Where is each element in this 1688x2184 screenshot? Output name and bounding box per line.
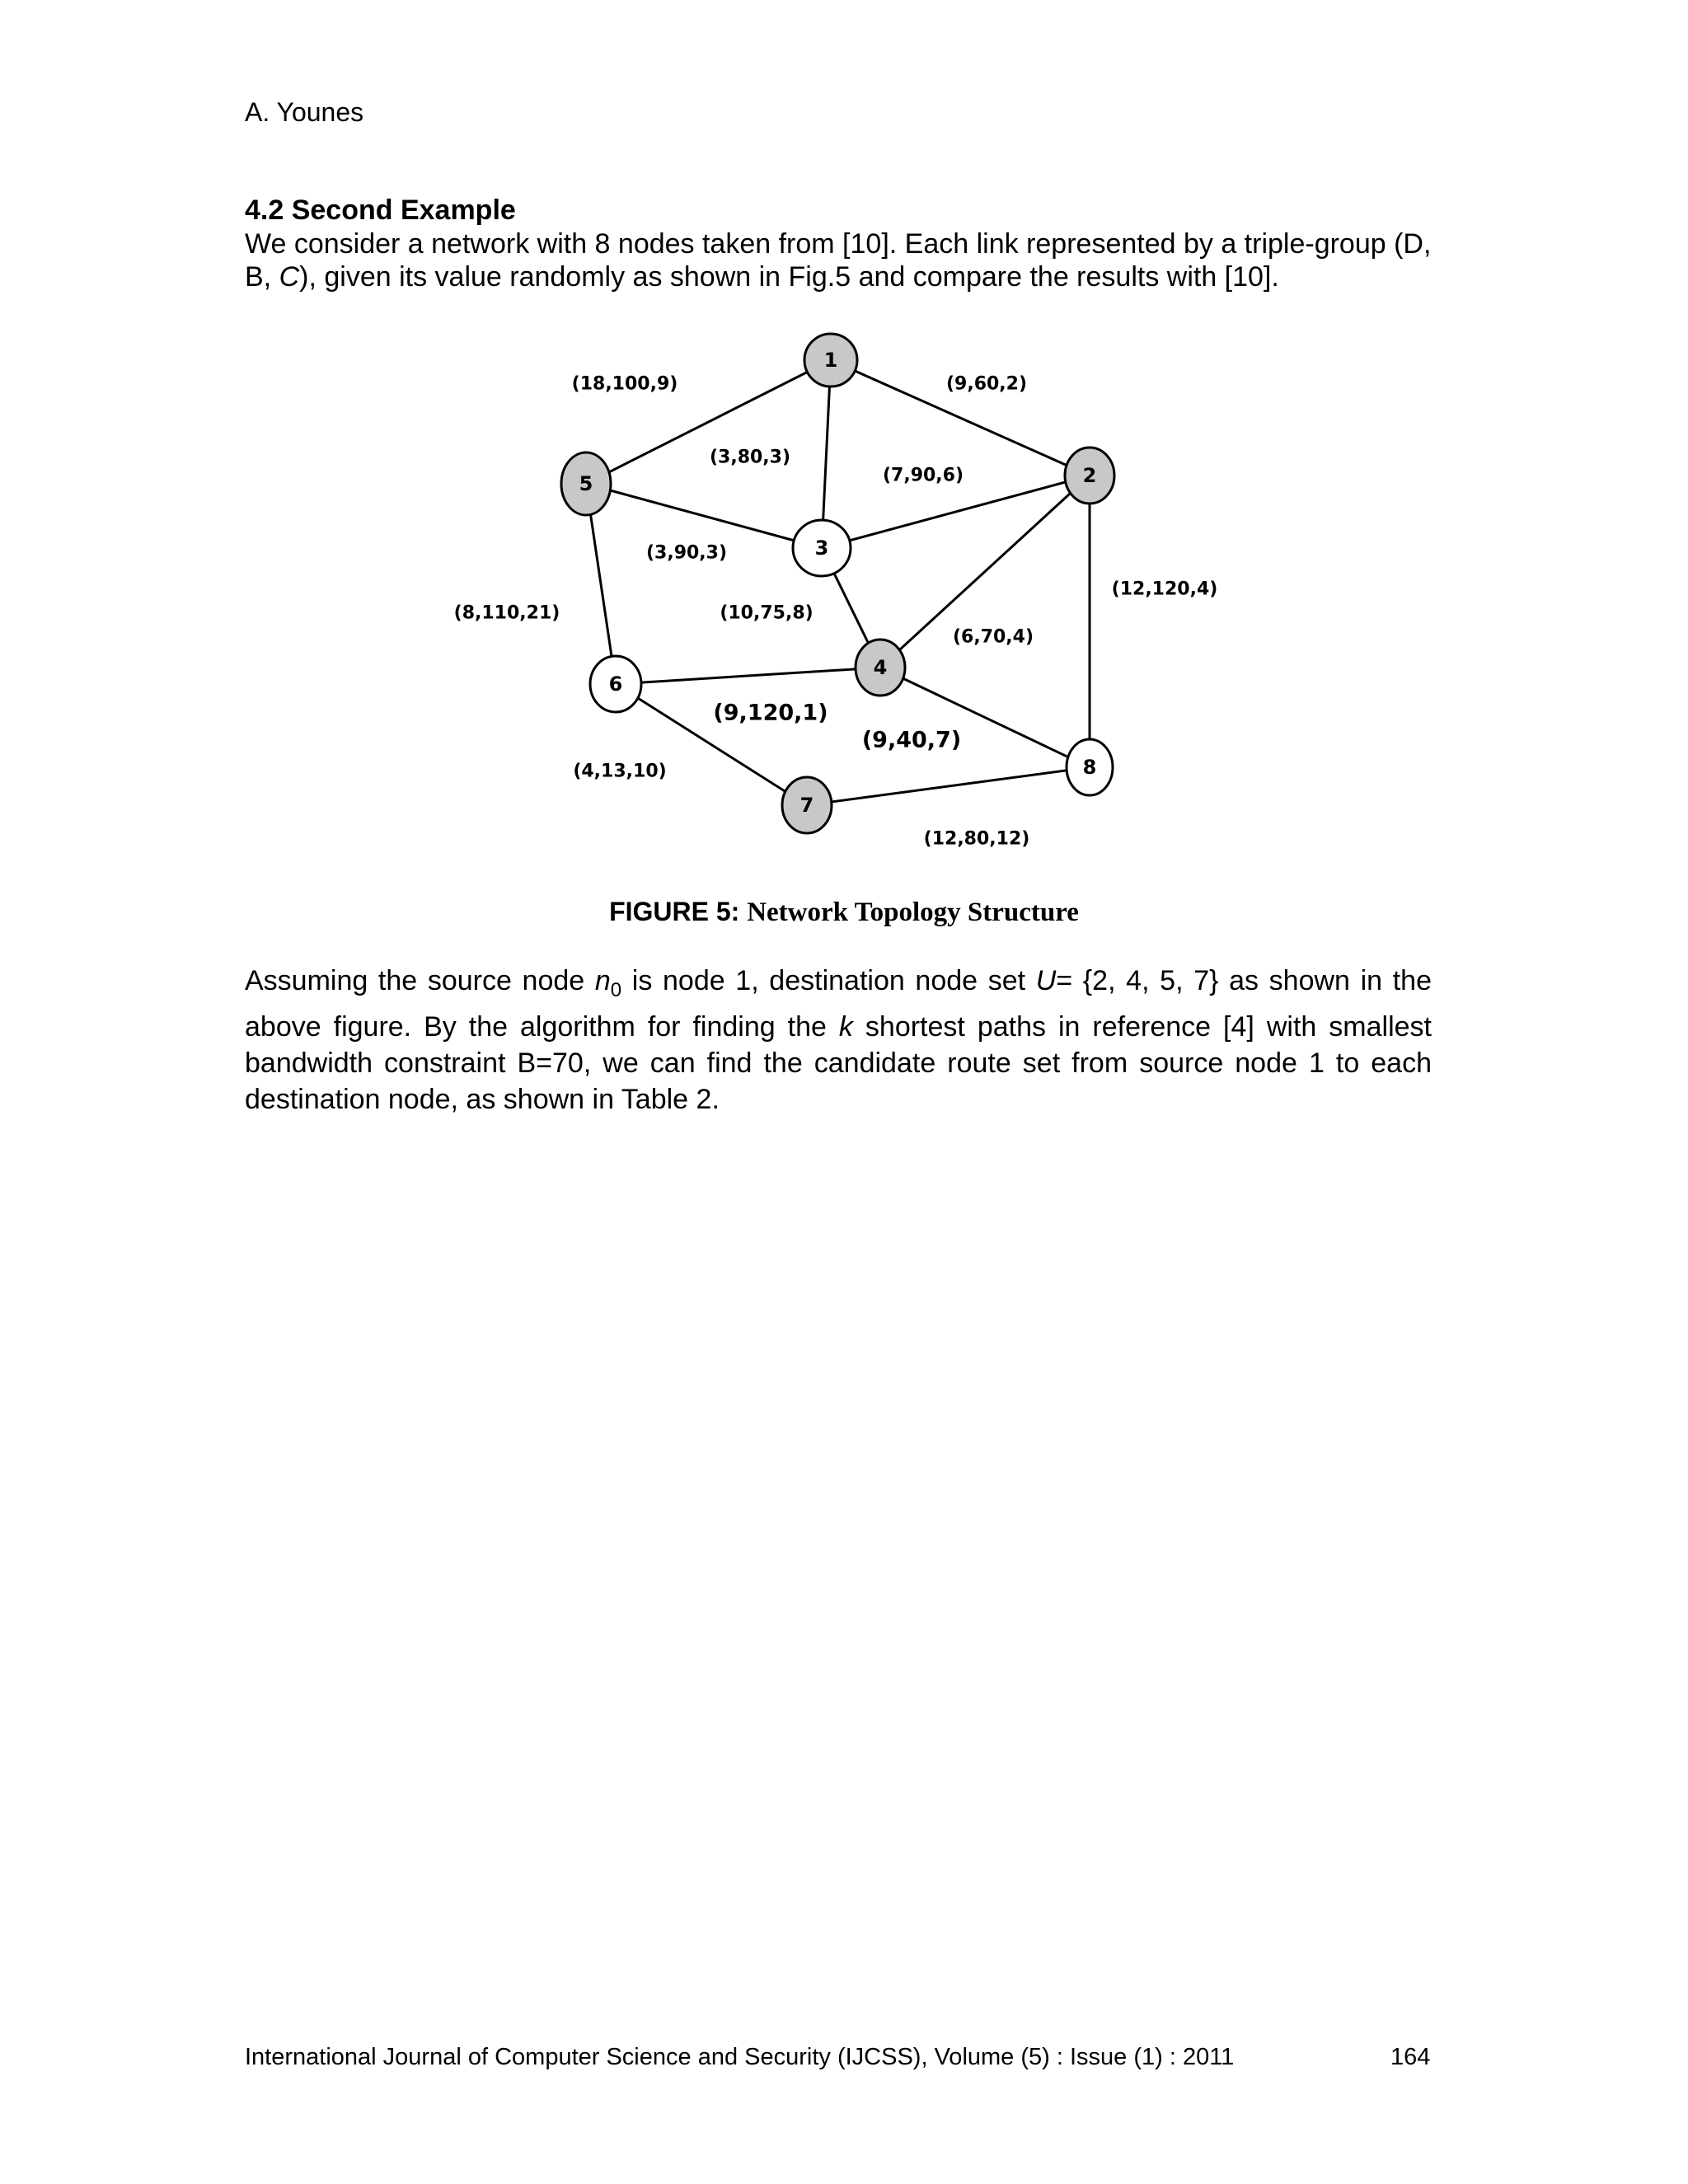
- node-label-5: 5: [579, 472, 593, 495]
- edge-label-1-3: (3,80,3): [709, 447, 791, 468]
- section-heading: 4.2 Second Example: [245, 194, 516, 226]
- node-1: [804, 334, 857, 387]
- body-text: shortest paths in reference [4] with smallest bandwidth constraint B=70, we can find the candidate route set from source node 1 to each destination node, as shown in Table 2.: [245, 1010, 1432, 1115]
- running-head-author: A. Younes: [245, 97, 364, 127]
- edge-label-2-8: (12,120,4): [1111, 579, 1218, 600]
- edges-layer: [586, 360, 1090, 805]
- edge-label-4-2: (6,70,4): [952, 626, 1034, 648]
- edge-5-3: [586, 484, 822, 548]
- node-label-3: 3: [814, 537, 829, 560]
- body-text: is node 1, destination node set: [621, 965, 1036, 996]
- node-label-8: 8: [1082, 756, 1097, 779]
- network-topology-diagram: [0, 0, 1688, 948]
- body-text: = {2, 4, 5, 7} as shown in the above figure. By the algorithm for finding the: [245, 965, 1432, 1043]
- footer-page-number: 164: [1390, 2044, 1431, 2070]
- caption-number: FIGURE 5:: [609, 897, 740, 926]
- node-6: [590, 656, 641, 712]
- body-var-u: U: [1035, 965, 1057, 996]
- edge-7-8: [807, 767, 1090, 805]
- edge-label-3-4: (10,75,8): [720, 602, 814, 624]
- body-paragraph: [245, 963, 1432, 1118]
- footer-journal: International Journal of Computer Science and Security (IJCSS), Volume (5) : Issue (1) : 2011: [245, 2044, 1235, 2070]
- node-5: [561, 452, 611, 515]
- node-label-1: 1: [823, 349, 838, 372]
- body-text: Assuming the source node: [245, 965, 595, 996]
- edge-label-7-8: (12,80,12): [923, 828, 1030, 850]
- node-label-2: 2: [1082, 464, 1097, 487]
- node-8: [1067, 739, 1113, 795]
- body-var-n: n: [594, 965, 611, 996]
- edge-label-3-2: (7,90,6): [882, 465, 964, 486]
- node-7: [782, 777, 832, 833]
- body-var-k: k: [838, 1010, 853, 1043]
- intro-text: B,: [245, 261, 279, 293]
- caption-title: Network Topology Structure: [747, 898, 1079, 927]
- edge-label-6-7: (4,13,10): [573, 761, 667, 782]
- edge-6-4: [616, 668, 880, 684]
- node-label-6: 6: [608, 673, 623, 696]
- node-2: [1065, 448, 1114, 504]
- node-label-7: 7: [799, 794, 814, 817]
- body-subscript: 0: [610, 978, 622, 1001]
- intro-line-1: We consider a network with 8 nodes taken from [10]. Each link represented by a triple-group (D,: [245, 228, 1432, 260]
- edge-label-5-3: (3,90,3): [645, 542, 728, 564]
- figure-caption: [0, 897, 1688, 928]
- node-label-4: 4: [873, 656, 888, 679]
- node-3: [793, 520, 851, 576]
- edge-label-1-5: (18,100,9): [571, 373, 678, 395]
- edge-label-6-4: (9,120,1): [713, 700, 828, 726]
- node-4: [856, 640, 905, 696]
- edge-label-5-6: (8,110,21): [453, 602, 560, 624]
- intro-var-c: C: [279, 261, 300, 293]
- edge-label-1-2: (9,60,2): [945, 373, 1028, 395]
- edge-label-4-8: (9,40,7): [861, 727, 962, 753]
- intro-text: ), given its value randomly as shown in Fig.5 and compare the results with [10].: [299, 261, 1279, 293]
